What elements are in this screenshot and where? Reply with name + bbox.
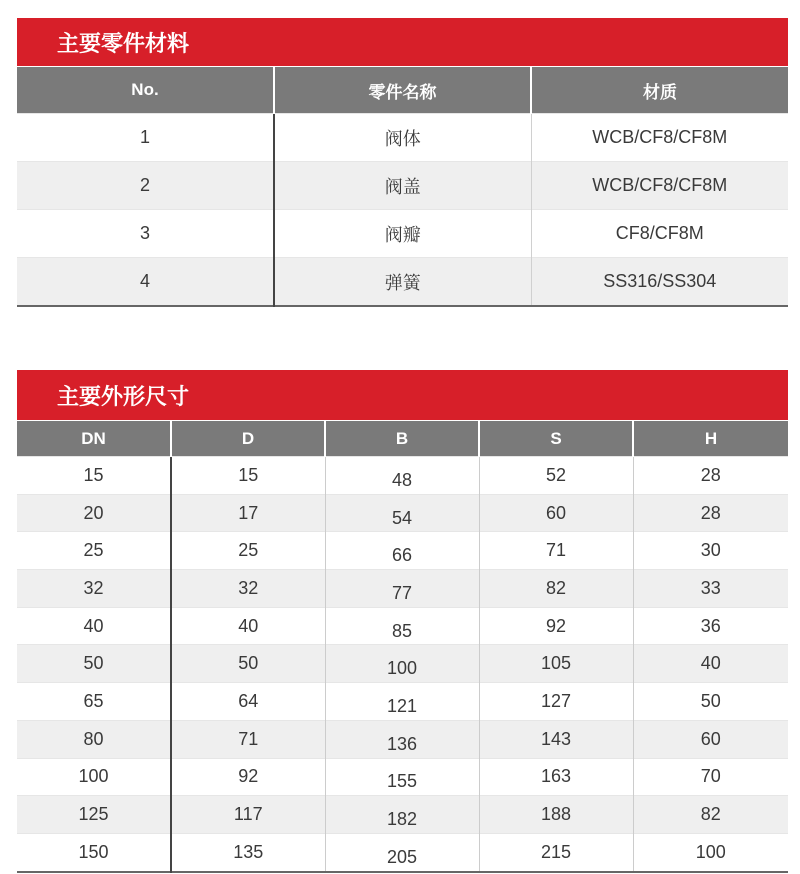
cell-material: WCB/CF8/CF8M	[531, 162, 788, 210]
cell-d	[171, 607, 325, 645]
cell-d-value: 50	[238, 653, 259, 674]
cell-d-value: 71	[238, 728, 259, 749]
cell-dn	[17, 645, 171, 683]
cell-s	[479, 532, 633, 570]
table-row	[17, 720, 788, 758]
cell-dn	[17, 607, 171, 645]
cell-s-value: 92	[545, 615, 567, 636]
cell-h-value: 28	[700, 464, 721, 485]
materials-table	[17, 67, 788, 307]
table-row	[17, 796, 788, 834]
cell-b	[325, 833, 479, 871]
cell-dn	[17, 532, 171, 570]
table-row	[17, 607, 788, 645]
cell-material: SS316/SS304	[531, 258, 788, 307]
cell-d-value: 135	[233, 841, 264, 862]
cell-dn	[17, 457, 171, 495]
cell-b-value: 182	[386, 809, 418, 830]
table-row	[17, 683, 788, 721]
cell-s	[479, 607, 633, 645]
table-row	[17, 570, 788, 608]
cell-h	[633, 457, 788, 495]
cell-b-value: 66	[391, 545, 413, 566]
cell-b	[325, 570, 479, 608]
cell-b-value: 100	[386, 658, 418, 679]
materials-header-row	[17, 67, 788, 114]
table-row	[17, 532, 788, 570]
cell-dn	[17, 494, 171, 532]
table-row	[17, 457, 788, 495]
dimensions-section-title: 主要外形尺寸	[17, 370, 788, 420]
cell-part-name: 弹簧	[274, 258, 531, 307]
cell-dn-value: 65	[83, 690, 104, 711]
cell-s	[479, 494, 633, 532]
header-material: 材质	[531, 67, 788, 114]
cell-s-value: 105	[540, 653, 572, 674]
cell-h-value: 100	[695, 841, 726, 862]
cell-s-value: 82	[545, 577, 567, 598]
cell-h	[633, 833, 788, 871]
cell-d-value: 15	[238, 464, 259, 485]
cell-h	[633, 720, 788, 758]
cell-h-value: 36	[700, 615, 721, 636]
cell-b	[325, 720, 479, 758]
cell-b-value: 85	[391, 620, 413, 641]
table-row	[17, 494, 788, 532]
cell-h-value: 70	[700, 766, 721, 787]
cell-h	[633, 532, 788, 570]
cell-no: 1	[17, 114, 274, 162]
cell-s-value: 127	[540, 690, 572, 711]
header-d: D	[171, 421, 325, 457]
cell-dn	[17, 683, 171, 721]
cell-dn	[17, 720, 171, 758]
cell-s-value: 188	[540, 804, 572, 825]
cell-h	[633, 796, 788, 834]
cell-dn-value: 32	[83, 577, 104, 598]
cell-b-value: 205	[386, 846, 418, 867]
cell-part-name: 阀瓣	[274, 210, 531, 258]
header-b: B	[325, 421, 479, 457]
cell-h-value: 60	[700, 728, 721, 749]
header-s: S	[479, 421, 633, 457]
cell-h	[633, 683, 788, 721]
cell-s-value: 215	[540, 841, 572, 862]
cell-b	[325, 494, 479, 532]
cell-d	[171, 758, 325, 796]
cell-dn	[17, 833, 171, 871]
table-row	[17, 162, 788, 210]
cell-s-value: 163	[540, 766, 572, 787]
cell-d-value: 64	[238, 690, 259, 711]
cell-d	[171, 683, 325, 721]
cell-b	[325, 607, 479, 645]
cell-h-value: 82	[700, 804, 721, 825]
table-row	[17, 258, 788, 307]
cell-b-value: 136	[386, 733, 418, 754]
cell-dn	[17, 758, 171, 796]
cell-d	[171, 645, 325, 683]
cell-dn-value: 125	[78, 804, 109, 825]
cell-no: 3	[17, 210, 274, 258]
cell-dn	[17, 796, 171, 834]
cell-material: WCB/CF8/CF8M	[531, 114, 788, 162]
cell-s	[479, 457, 633, 495]
cell-b	[325, 532, 479, 570]
cell-no: 2	[17, 162, 274, 210]
cell-b-value: 155	[386, 771, 418, 792]
cell-b-value: 54	[391, 507, 413, 528]
cell-h-value: 28	[700, 502, 721, 523]
cell-b	[325, 683, 479, 721]
cell-s-value: 52	[545, 464, 567, 485]
header-part-name: 零件名称	[274, 67, 531, 114]
cell-b	[325, 758, 479, 796]
cell-dn-value: 150	[78, 841, 109, 862]
header-h: H	[633, 421, 788, 457]
cell-dn-value: 80	[83, 728, 104, 749]
header-dn: DN	[17, 421, 171, 457]
cell-dn-value: 100	[78, 766, 109, 787]
cell-h-value: 50	[700, 690, 721, 711]
table-row	[17, 645, 788, 683]
cell-dn-value: 25	[83, 540, 104, 561]
table-row	[17, 758, 788, 796]
dimensions-table	[17, 421, 788, 873]
cell-d	[171, 570, 325, 608]
cell-d-value: 25	[238, 540, 259, 561]
cell-dn-value: 40	[83, 615, 104, 636]
cell-b-value: 77	[391, 582, 413, 603]
cell-b-value: 48	[391, 469, 413, 490]
cell-s	[479, 570, 633, 608]
cell-s	[479, 758, 633, 796]
cell-s-value: 60	[545, 502, 567, 523]
table-row	[17, 114, 788, 162]
cell-part-name: 阀盖	[274, 162, 531, 210]
cell-no: 4	[17, 258, 274, 307]
cell-b	[325, 796, 479, 834]
cell-s	[479, 645, 633, 683]
dimensions-header-row	[17, 421, 788, 457]
cell-h	[633, 645, 788, 683]
cell-h-value: 30	[700, 540, 721, 561]
cell-d	[171, 494, 325, 532]
cell-b	[325, 645, 479, 683]
cell-dn-value: 50	[83, 653, 104, 674]
cell-d	[171, 457, 325, 495]
cell-s-value: 71	[545, 540, 567, 561]
cell-d	[171, 532, 325, 570]
cell-h	[633, 570, 788, 608]
cell-h	[633, 758, 788, 796]
cell-dn	[17, 570, 171, 608]
cell-h	[633, 607, 788, 645]
cell-d	[171, 833, 325, 871]
cell-s	[479, 833, 633, 871]
cell-d-value: 32	[238, 577, 259, 598]
cell-h-value: 33	[700, 577, 721, 598]
cell-s	[479, 720, 633, 758]
cell-d-value: 92	[238, 766, 259, 787]
cell-h-value: 40	[700, 653, 721, 674]
cell-dn-value: 20	[83, 502, 104, 523]
cell-h	[633, 494, 788, 532]
cell-s	[479, 683, 633, 721]
header-no: No.	[17, 67, 274, 114]
cell-d	[171, 720, 325, 758]
cell-d-value: 17	[238, 502, 259, 523]
cell-d-value: 117	[233, 804, 263, 825]
cell-part-name: 阀体	[274, 114, 531, 162]
cell-dn-value: 15	[83, 464, 104, 485]
table-row	[17, 210, 788, 258]
table-row	[17, 833, 788, 871]
cell-d	[171, 796, 325, 834]
cell-d-value: 40	[238, 615, 259, 636]
cell-s-value: 143	[540, 728, 572, 749]
cell-b-value: 121	[386, 695, 418, 716]
cell-b	[325, 457, 479, 495]
materials-section-title: 主要零件材料	[17, 18, 788, 66]
cell-material: CF8/CF8M	[531, 210, 788, 258]
cell-s	[479, 796, 633, 834]
